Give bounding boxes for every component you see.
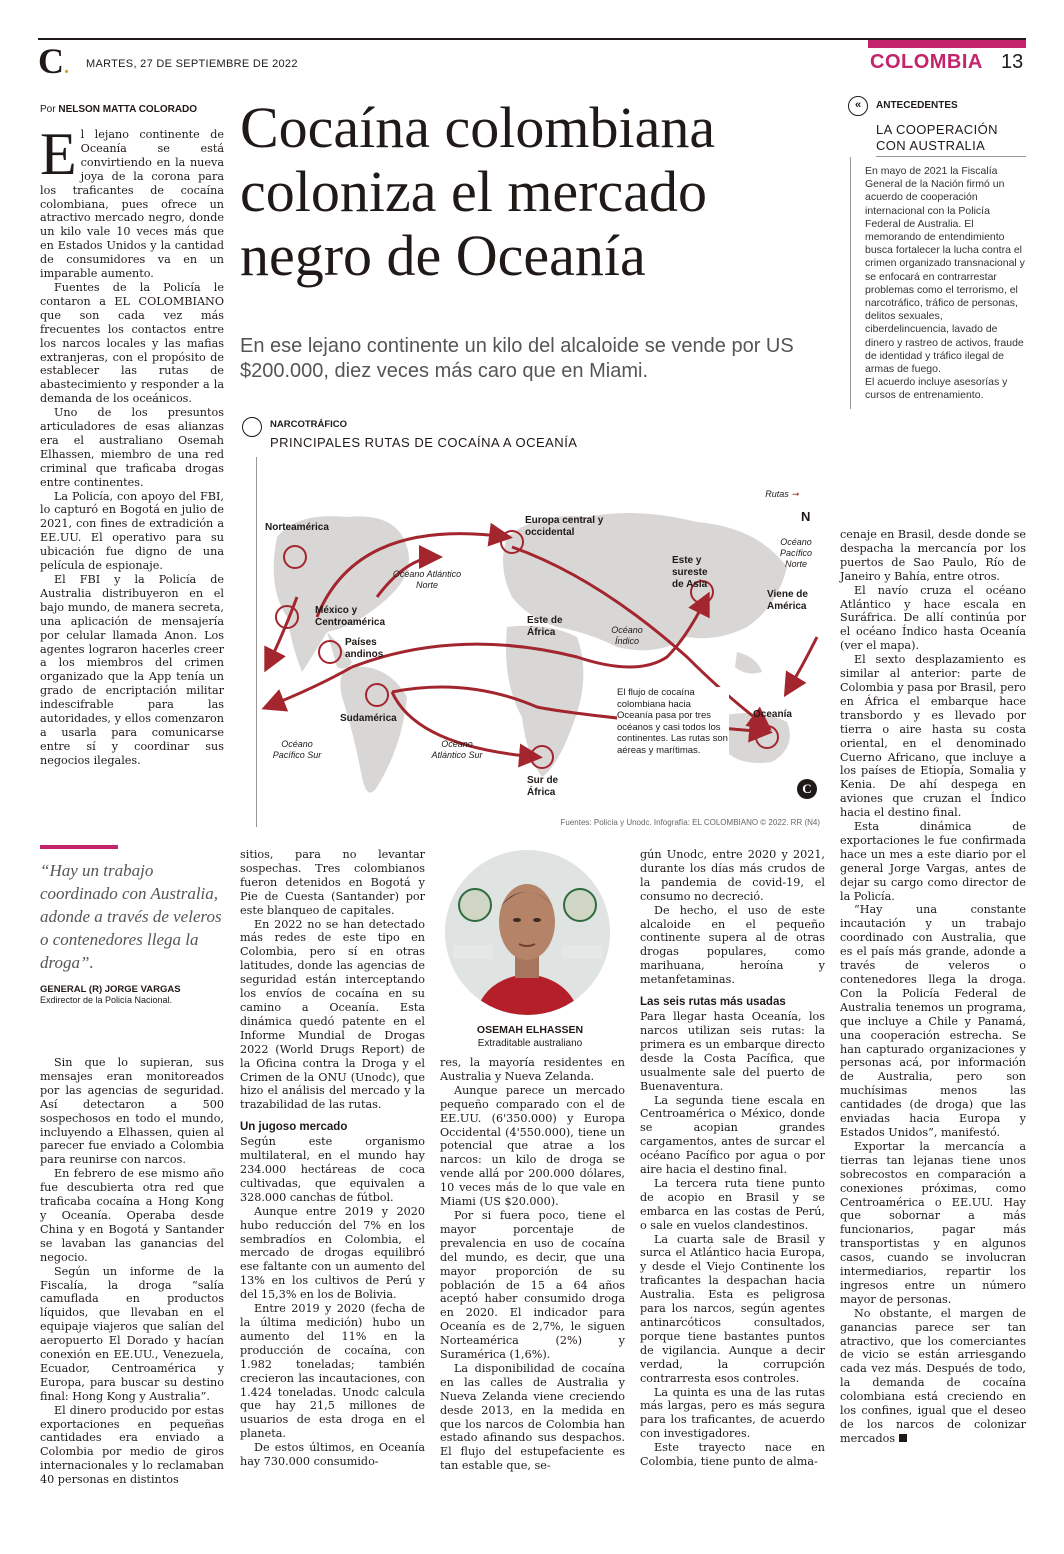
paragraph: Entre 2019 y 2020 (fecha de la última medición) hubo un aumento del 11% en la producción de cocaína, con 1.982 toneladas; también crecieron las incautaciones, con 1.424 toneladas. Unodc calcula que hay 21,5 millones de usuarios de esta droga en el planeta. xyxy=(240,1302,425,1441)
map-label-oc-atl-sur: Océano Atlántico Sur xyxy=(431,739,483,760)
subheading: Las seis rutas más usadas xyxy=(640,996,786,1009)
newspaper-logo: C. xyxy=(38,41,69,81)
paragraph: La tercera ruta tiene punto de acopio en Brasil y se embarca en las costas de Perú, o sale en vuelos clandestinos. xyxy=(640,1176,825,1232)
paragraph: La segunda tiene escala en Centroamérica o México, donde se acopian grandes cargamentos, antes de surcar el océano Pacífico por agua o por aire hacia el destino final. xyxy=(640,1093,825,1177)
article-column-1b xyxy=(40,1056,224,1487)
quote-author-role: Exdirector de la Policía Nacional. xyxy=(40,995,173,1005)
paragraph: No obstante, el margen de ganancias parece ser tan atractivo, que los comerciantes de vicio se están arriesgando cada vez más. Después de todo, la demanda de cocaína colombiana está creciendo en los confines, igual que el deseo de los narcos de colonizar mercados xyxy=(840,1306,1026,1445)
article-column-1 xyxy=(40,121,224,768)
quote-accent-bar xyxy=(40,845,118,849)
paragraph: El dinero producido por estas exportaciones en pequeñas cantidades era enviado a Colombia por medio de giros internacionales y lo reclamaban 40 personas en distintos xyxy=(40,1403,224,1487)
article-column-2 xyxy=(240,848,425,1469)
map-label-africa-este: Este de África xyxy=(527,615,563,638)
photo-caption-name: OSEMAH ELHASSEN xyxy=(476,1024,584,1036)
paragraph: El FBI y la Policía de Australia distribuyeron en el bajo mundo, de manera secreta, una aplicación de mensajería por celular llamada Anon. Los agentes lograron hacerles creer a los miembros del crimen organizado que la App tenía un grado de encriptación militar indescifrable para las autoridades, y ellos comenzaron a usarla para comunicarse entre sí y coordinar sus negocios ilegales. xyxy=(40,573,224,767)
paragraph: El acuerdo incluye asesorías y cursos de entrenamiento. xyxy=(865,376,1008,402)
headline: Cocaína colombiana coloniza el mercado negro de Oceanía xyxy=(240,95,716,288)
paragraph: Para llegar hasta Oceanía, los narcos utilizan seis rutas: la primera es un embarque directo desde la Costa Pacífica, que usualmente sale del puerto de Buenaventura. xyxy=(640,1010,825,1093)
paragraph: Exportar la mercancía a tierras tan lejanas tiene unos sobrecostos en comparación a conexiones próximas, como Centroamérica o EE.UU. Hay que sobornar a más funcionarios, pagar más transportistas y en algunos casos, cuando se involucran intermediarios, repartir los ingresos entre un número mayor de personas. xyxy=(840,1139,1026,1306)
paragraph: l lejano continente de Oceanía se está convirtiendo en la nueva joya de la corona para los traficantes de cocaína colombiana, pues ofrece un atractivo mercado negro, donde un kilo vale 10 veces más que en Estados Unidos y la cantidad de consumidores va en un imparable aumento. xyxy=(40,128,224,281)
paragraph: cenaje en Brasil, desde donde se despacha la mercancía por los puertos de Sao Paulo, Río de Janeiro y Bahía, entre otros. xyxy=(840,528,1026,583)
paragraph: La cuarta sale de Brasil y surca el Atlántico hacia Europa, y desde el Viejo Continente los traficantes la despachan hacia Australia. Esta es peligrosa para los narcos, según agentes antinarcóticos consultados, porque tiene bastantes puntos de vigilancia. Aunque a decir verdad, la corrupción contrarresta esos controles. xyxy=(640,1232,825,1385)
arrow-right-icon: ➞ xyxy=(791,489,799,499)
paragraph: La quinta es una de las rutas más largas, pero es más segura para los traficantes, de acuerdo con investigadores. xyxy=(640,1385,825,1441)
map-legend: Rutas ➞ xyxy=(752,485,812,503)
paragraph: De hecho, el uso de este alcaloide en el pequeño continente supera al de otras drogas populares, como marihuana, heroína y metanfetaminas. xyxy=(640,903,825,987)
paragraph: Sin que lo supieran, sus mensajes eran monitoreados por las agencias de seguridad. Así detectaron a 500 sospechosos en todo el mundo, incluyendo a Elhassen, quien al parecer fue enviado a Colombia para reunirse con narcos. xyxy=(40,1056,224,1167)
paragraph: Fuentes de la Policía le contaron a EL COLOMBIANO que son cada vez más frecuentes los contactos entre los narcos locales y las mafias extranjeras, con el propósito de establecer las rutas de abastecimiento y responder a la demanda de los oceánicos. xyxy=(40,280,224,406)
subheading: Un jugoso mercado xyxy=(240,1121,348,1134)
drop-cap: E xyxy=(40,121,77,187)
map-label-oc-atl-norte: Océano Atlántico Norte xyxy=(392,569,462,590)
sidebar-kicker: ANTECEDENTES xyxy=(876,100,958,111)
paragraph: Aunque parece un mercado pequeño comparado con el de EE.UU. (6'350.000) y Europa Occidental (4'550.000), tiene un potencial que atrae a los narcos: un kilo de droga se vende allá por 200.000 dólares, 10 veces más de lo que vale en Miami (US $20.000). xyxy=(440,1083,625,1209)
paragraph: “Hay una constante incautación y un trabajo coordinado con Australia, que es el país más grande, adonde a través de veleros o contenedores llega la droga. Con la Policía Federal de Australia tenemos un programa, que incluye a Chile y Panamá, una cooperación estrecha. Se han capturado organizaciones y personas acá, por información de Australia, pero son muchísimas menos las cantidades (de droga) que las enviadas hacia Europa y Estados Unidos”, manifestó. xyxy=(840,903,1026,1139)
map-label-viene-america: Viene de América xyxy=(767,589,808,612)
portrait-illustration xyxy=(445,850,610,1015)
newspaper-mark-icon: C xyxy=(797,779,817,799)
quote-text: “Hay un trabajo coordinado con Australia, adonde a través de veleros o contenedores llega la droga”. xyxy=(40,861,222,972)
map-label-sudamerica: Sudamérica xyxy=(340,713,397,724)
sidebar-title: LA COOPERACIÓN CON AUSTRALIA xyxy=(876,122,1026,157)
paragraph: Esta dinámica de exportaciones le fue confirmada hace un mes a este diario por el general Jorge Vargas, antes de dejar su cargo como director de la Policía. xyxy=(840,820,1026,903)
page-number: 13 xyxy=(1001,51,1024,73)
paragraph: Por si fuera poco, tiene el mayor porcentaje de prevalencia en uso de cocaína del mundo, es decir, que una mayor proporción de su población de 15 a 64 años aceptó haber consumido droga en 2020. El indicador para Oceanía es de 2,7%, le siguen Norteamérica (2%) y Suramérica (1,6%). xyxy=(440,1208,625,1362)
narco-icon xyxy=(242,417,262,437)
pull-quote xyxy=(40,845,230,1005)
paragraph: El navío cruza el océano Atlántico y hace escala en Suráfrica. De allí continúa por el océano Índico hasta Oceanía (ver el mapa). xyxy=(840,583,1026,653)
map-label-oc-pac-norte: Océano Pacífico Norte xyxy=(779,537,812,569)
map-frame xyxy=(256,457,824,827)
issue-date: MARTES, 27 DE SEPTIEMBRE DE 2022 xyxy=(86,58,298,70)
suspect-photo xyxy=(445,850,610,1015)
map-label-andinos: Países andinos xyxy=(345,637,384,660)
routes-map-infographic xyxy=(240,417,826,825)
background-sidebar xyxy=(848,98,1026,409)
paragraph: En 2022 no se han detectado más redes de este tipo en Colombia, pero sí en otras latitudes, donde las agencias de seguridad están interceptando los envíos de cocaína en su camino a Oceanía. Esta dinámica quedó patente en el Informe Mundial de Drogas 2022 (World Drugs Report) de la Oficina contra la Droga y el Crimen de la ONU (Unodc), que hizo el análisis del mercado y la trazabilidad de las rutas. xyxy=(240,917,425,1112)
paragraph: res, la mayoría residentes en Australia y Nueva Zelanda. xyxy=(440,1056,625,1083)
deck: En ese lejano continente un kilo del alcaloide se vende por US $200.000, diez veces más caro que en Miami. xyxy=(240,335,794,382)
paragraph: Según este organismo multilateral, en el mundo hay 234.000 hectáreas de coca cultivadas, que equivalen a 328.000 canchas de fútbol. xyxy=(240,1135,425,1204)
paragraph: Uno de los presuntos articuladores de esas alianzas era el australiano Osemah Elhassen, miembro de una red criminal que traficaba drogas entre continentes. xyxy=(40,406,224,489)
map-note: El flujo de cocaína colombiana hacia Oceanía pasa por tres océanos y casi todos los continentes. Las rutas son aéreas y marítimas. xyxy=(617,687,728,756)
paragraph: El sexto desplazamiento es similar al anterior: parte de Colombia y pasa por Brasil, pero en África el embarque hace transbordo y es llevado por tierra o aire hasta su costa oriental, en el denominado Cuerno Africano, que incluye a los países de Etiopía, Somalia y Kenia. De ahí despega en aviones que cruzan el Índico hacia el destino final. xyxy=(840,653,1026,820)
map-title: PRINCIPALES RUTAS DE COCAÍNA A OCEANÍA xyxy=(270,435,578,450)
map-credit: Fuentes: Policía y Unodc. Infografía: EL COLOMBIANO © 2022. RR (N4) xyxy=(560,818,820,827)
byline: Por NELSON MATTA COLORADO xyxy=(40,104,198,115)
map-label-oceania: Oceanía xyxy=(753,709,792,720)
paragraph: gún Unodc, entre 2020 y 2021, durante los días más crudos de la pandemia de covid-19, el consumo no decreció. xyxy=(640,848,825,903)
map-label-africa-sur: Sur de África xyxy=(527,775,559,798)
paragraph: Según un informe de la Fiscalía, la droga “salía camuflada en productos líquidos, que llevaban en el equipaje viajeros que salían del aeropuerto El Dorado y hacían conexión en EE.UU., Venezuela, Ecuador, Centroamérica y Europa, para buscar su destino final: Hong Kong y Australia”. xyxy=(40,1264,224,1403)
paragraph: Aunque entre 2019 y 2020 hubo reducción del 7% en los sembradíos en Colombia, el mercado de drogas equilibró ese faltante con un aumento del 13% en los cultivos de Perú y del 15,3% en los de Bolivia. xyxy=(240,1204,425,1302)
sidebar-body xyxy=(850,157,1026,409)
double-chevron-left-icon: « xyxy=(848,96,868,116)
paragraph: En mayo de 2021 la Fiscalía General de la Nación firmó un acuerdo de cooperación internacional con la Policía Federal de Australia. El memorando de entendimiento busca fortalecer la lucha contra el crimen organizado transnacional y se enfocará en contrarrestar problemas como el terrorismo, el narcotráfico, tráfico de personas, delitos sexuales, ciberdelincuencia, lavado de dinero y rastreo de activos, fraude de identidad y tráfico ilegal de armas de fuego. xyxy=(865,165,1025,376)
paragraph: La Policía, con apoyo del FBI, lo capturó en Bogotá en julio de 2021, con fines de extradición a EE.UU. El operativo para su ubicación fue digno de una película de espionaje. xyxy=(40,489,224,573)
map-kicker: NARCOTRÁFICO xyxy=(270,419,348,430)
quote-author: GENERAL (R) JORGE VARGAS xyxy=(40,984,181,995)
article-column-5 xyxy=(840,528,1026,1446)
map-label-oc-indico: Océano Índico xyxy=(611,625,643,646)
map-label-asia: Este y sureste de Asia xyxy=(672,555,708,590)
paragraph: La disponibilidad de cocaína en las calles de Australia y Nueva Zelanda viene creciendo desde 2013, en la medida en que los narcos de Colombia han estado afinando sus despachos. El flujo del estupefaciente es tan estable que, se- xyxy=(440,1361,625,1473)
paragraph: sitios, para no levantar sospechas. Tres colombianos fueron detenidos en Bogotá y Pie de Cuesta (Santander) por este blanqueo de capitales. xyxy=(240,848,425,917)
article-column-4 xyxy=(640,848,825,1469)
photo-caption-role: Extraditable australiano xyxy=(477,1038,583,1049)
compass-north: N xyxy=(801,509,811,524)
paragraph: De estos últimos, en Oceanía hay 730.000 consumido- xyxy=(240,1441,425,1469)
map-label-europa: Europa central y occidental xyxy=(525,515,604,538)
paragraph: Este trayecto nace en Colombia, tiene punto de alma- xyxy=(640,1441,825,1469)
section-color-bar xyxy=(868,40,1026,48)
map-label-norteamerica: Norteamérica xyxy=(265,522,329,533)
end-mark xyxy=(899,1434,907,1442)
paragraph: En febrero de ese mismo año fue descubierta otra red que traficaba cocaína a Hong Kong y Oceanía. Operaba desde China y en Bogotá y Santander se lavaban las ganancias del negocio. xyxy=(40,1167,224,1264)
article-column-3 xyxy=(440,1056,625,1473)
map-label-oc-pac-sur: Océano Pacífico Sur xyxy=(272,739,322,760)
map-label-mexico: México y Centroamérica xyxy=(315,605,386,628)
section-name: COLOMBIA xyxy=(870,51,983,73)
